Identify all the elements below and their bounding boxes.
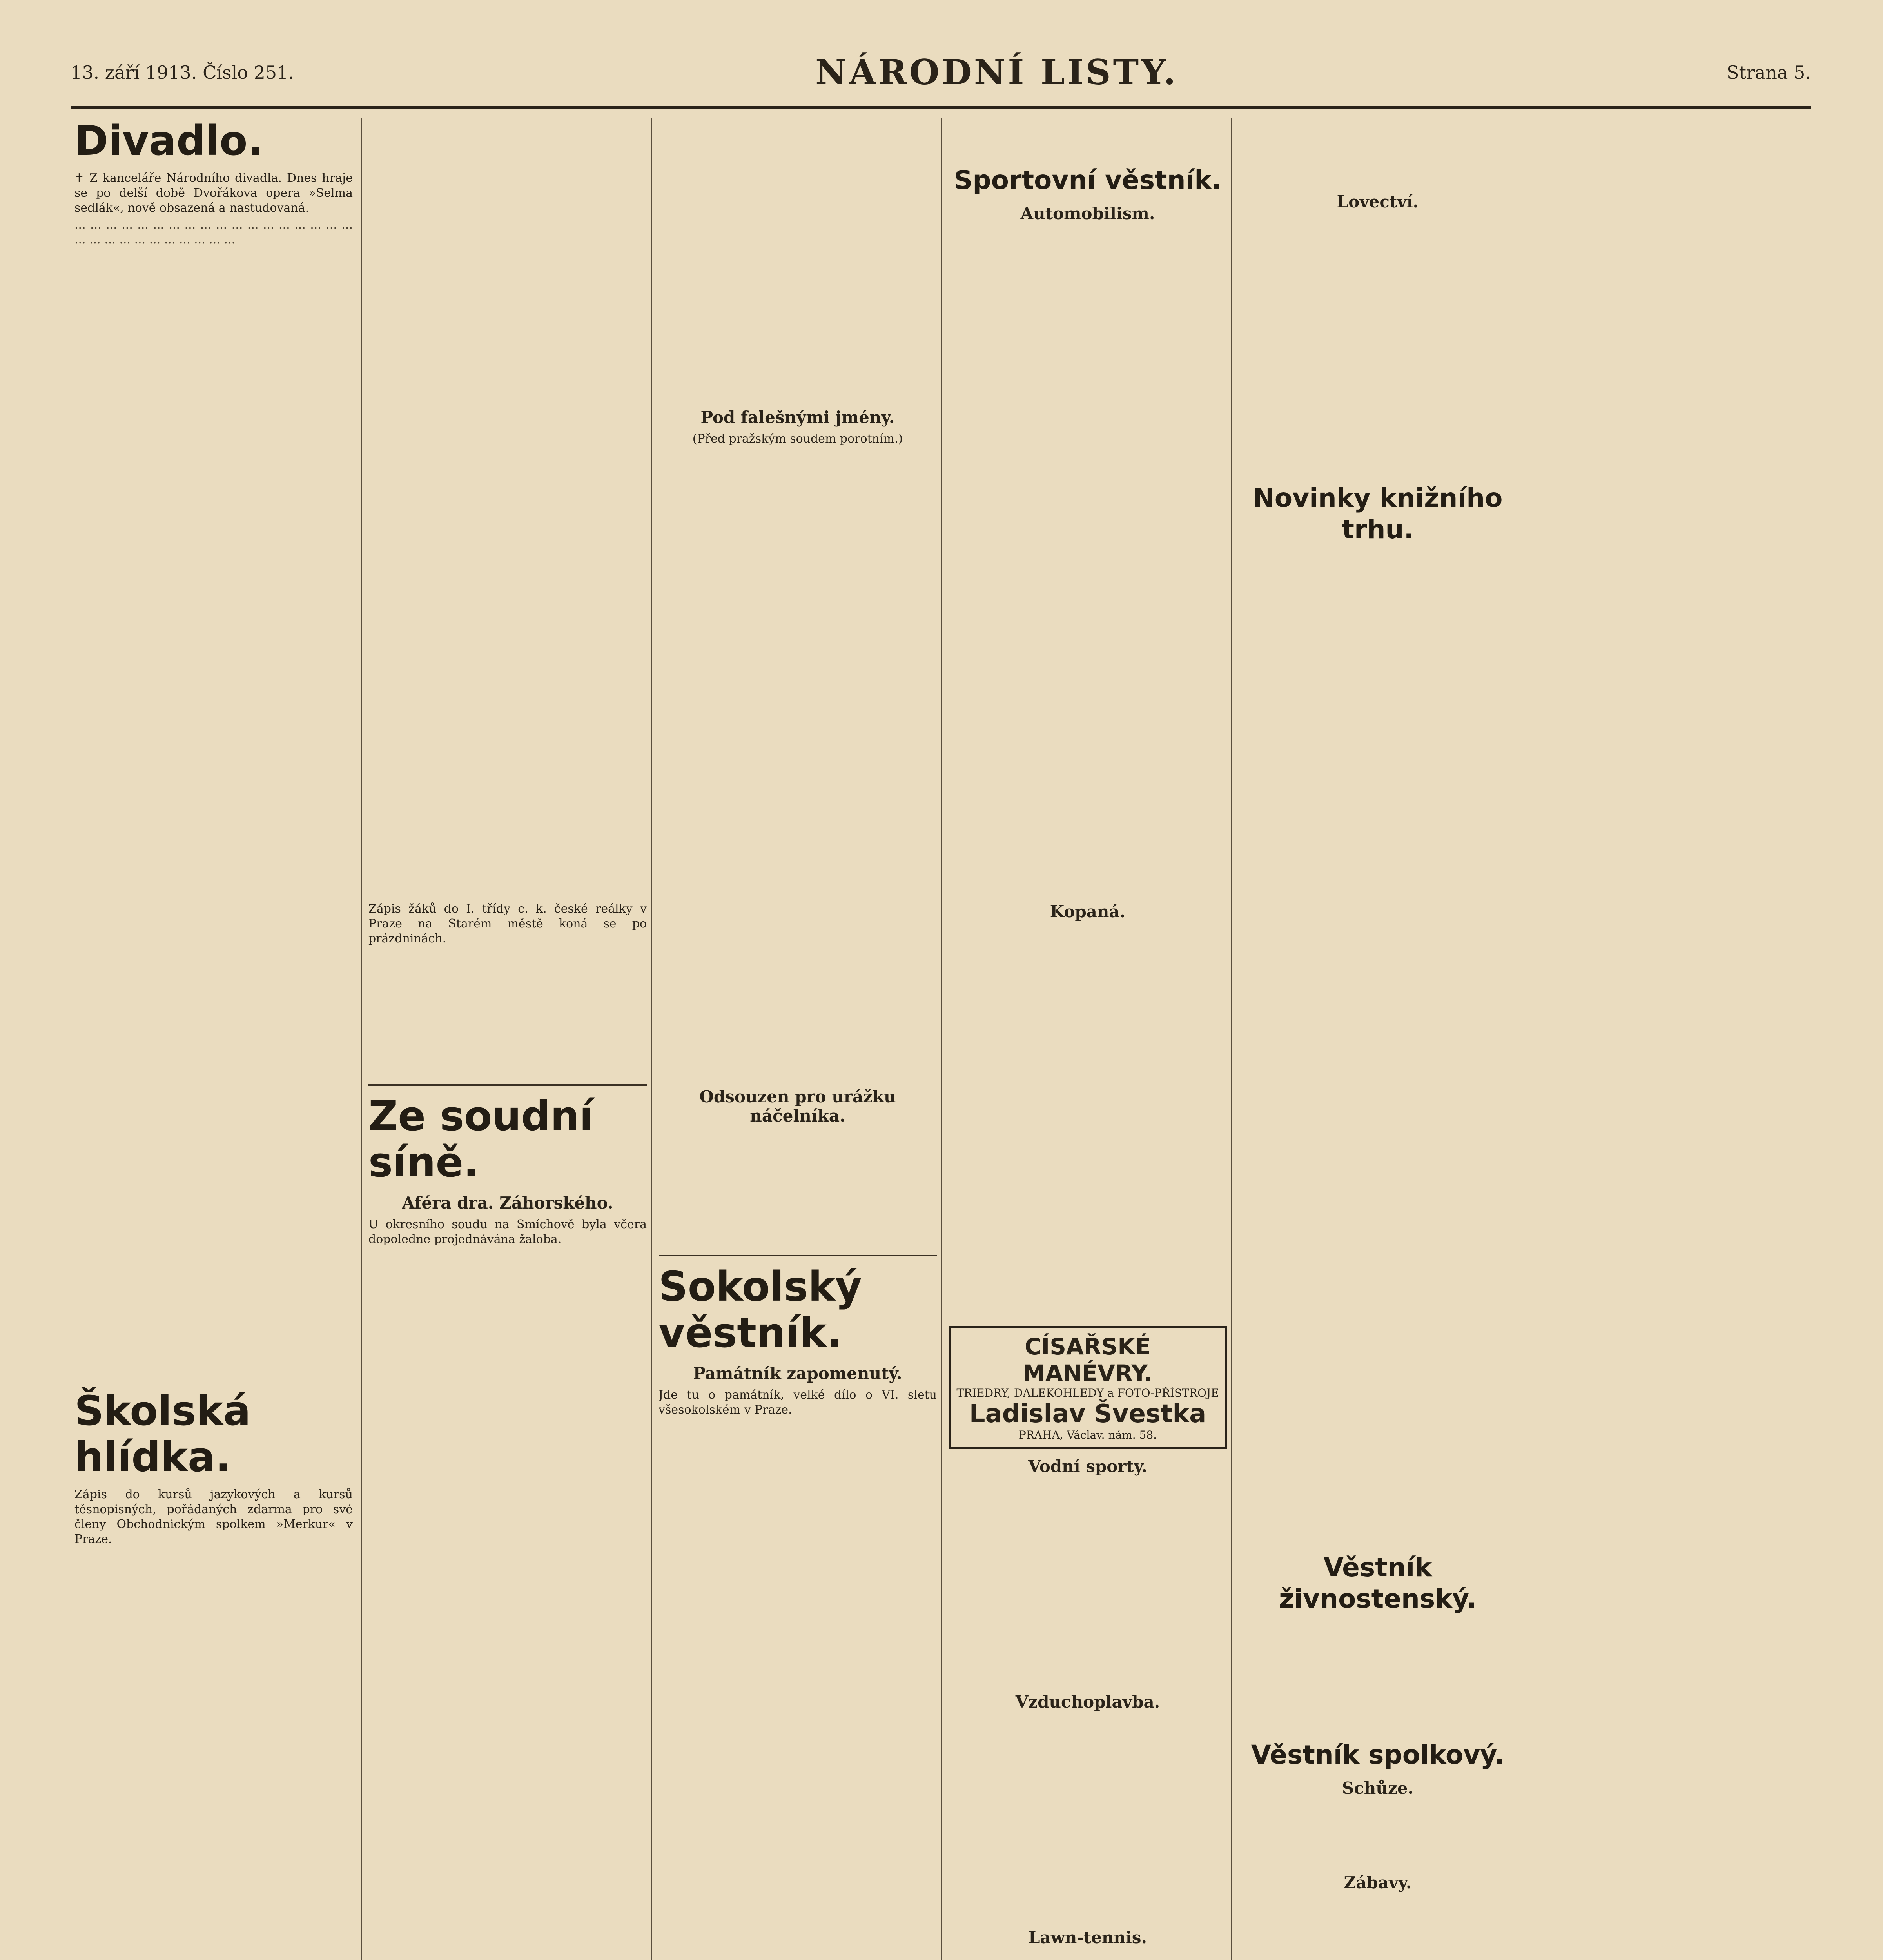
article-text: Zápis do kursů jazykových a kursů těsnopisných, pořádaných zdarma pro své členy Obchodnickým spolkem »Merkur« v Praze. <box>74 1488 353 1546</box>
section-heading: Sportovní věstník. <box>954 165 1222 195</box>
advertisement-manevry <box>949 1326 1227 1449</box>
article-text: U okresního soudu na Smíchově byla včera dopoledne projednávána žaloba. <box>368 1218 647 1246</box>
sub-heading: Vzduchoplavba. <box>1015 1692 1160 1711</box>
sub-heading: Automobilism. <box>1020 204 1155 223</box>
article-text: Zápis žáků do I. třídy c. k. české reálky v Praze na Starém městě koná se po prázdninách. <box>368 902 647 946</box>
divider <box>368 1084 647 1086</box>
column-separator <box>361 118 362 1960</box>
section-heading: Divadlo. <box>74 118 263 165</box>
sub-heading: Lovectví. <box>1337 192 1419 211</box>
column-3 <box>659 118 937 1960</box>
divider <box>659 1255 937 1256</box>
ad-address: PRAHA, Václav. nám. 58. <box>1018 1428 1157 1441</box>
column-1 <box>74 118 353 1960</box>
article-text: ✝ Z kanceláře Národního divadla. Dnes hraje se po delší době Dvořákova opera »Selma sedlák«, nově obsazená a nastudovaná. <box>74 171 353 215</box>
sub-heading: Vodní sporty. <box>1028 1457 1147 1476</box>
sub-heading: Památník zapomenutý. <box>693 1364 902 1383</box>
column-2 <box>368 118 647 1960</box>
newspaper-title: NÁRODNÍ LISTY. <box>815 52 1178 93</box>
sub-heading: (Před pražským soudem porotním.) <box>692 432 903 446</box>
column-separator <box>941 118 942 1960</box>
sub-heading: Schůze. <box>1342 1779 1414 1798</box>
ad-title: CÍSAŘSKÉ MANÉVRY. <box>1023 1333 1153 1387</box>
page-header <box>71 47 1811 109</box>
column-separator <box>651 118 652 1960</box>
ad-line: TRIEDRY, DALEKOHLEDY a FOTO-PŘÍSTROJE <box>956 1387 1219 1399</box>
page-number: Strana 5. <box>1727 62 1811 83</box>
issue-date: 13. září 1913. Číslo 251. <box>71 62 294 83</box>
section-heading: Novinky knižního trhu. <box>1253 483 1503 544</box>
column-4 <box>949 118 1227 1960</box>
section-heading: Odsouzen pro urážku náčelníka. <box>699 1087 896 1125</box>
section-heading: Pod falešnými jmény. <box>700 408 895 427</box>
article-text-block: ··· ··· ··· ··· ··· ··· ··· ··· ··· ··· ··· ··· ··· ··· ··· ··· ··· ··· ··· ··· ··· ··· ··· ··· ··· ··· ··· ··· ··· <box>74 221 353 250</box>
section-heading: Věstník spolkový. <box>1251 1740 1505 1770</box>
section-heading: Věstník živnostenský. <box>1279 1552 1477 1614</box>
sub-heading: Zábavy. <box>1344 1873 1412 1892</box>
section-heading: Školská hlídka. <box>74 1387 251 1481</box>
article-text: Jde tu o památník, velké dílo o VI. sletu všesokolském v Praze. <box>659 1388 937 1417</box>
sub-heading: Lawn-tennis. <box>1028 1928 1147 1947</box>
sub-heading: Kopaná. <box>1050 902 1126 921</box>
ad-name: Ladislav Švestka <box>969 1399 1206 1428</box>
sub-heading: Aféra dra. Záhorského. <box>402 1193 613 1212</box>
column-separator <box>1231 118 1232 1960</box>
column-5 <box>1239 118 1517 1960</box>
section-heading: Sokolský věstník. <box>659 1263 862 1357</box>
section-heading: Ze soudní síně. <box>368 1092 593 1186</box>
